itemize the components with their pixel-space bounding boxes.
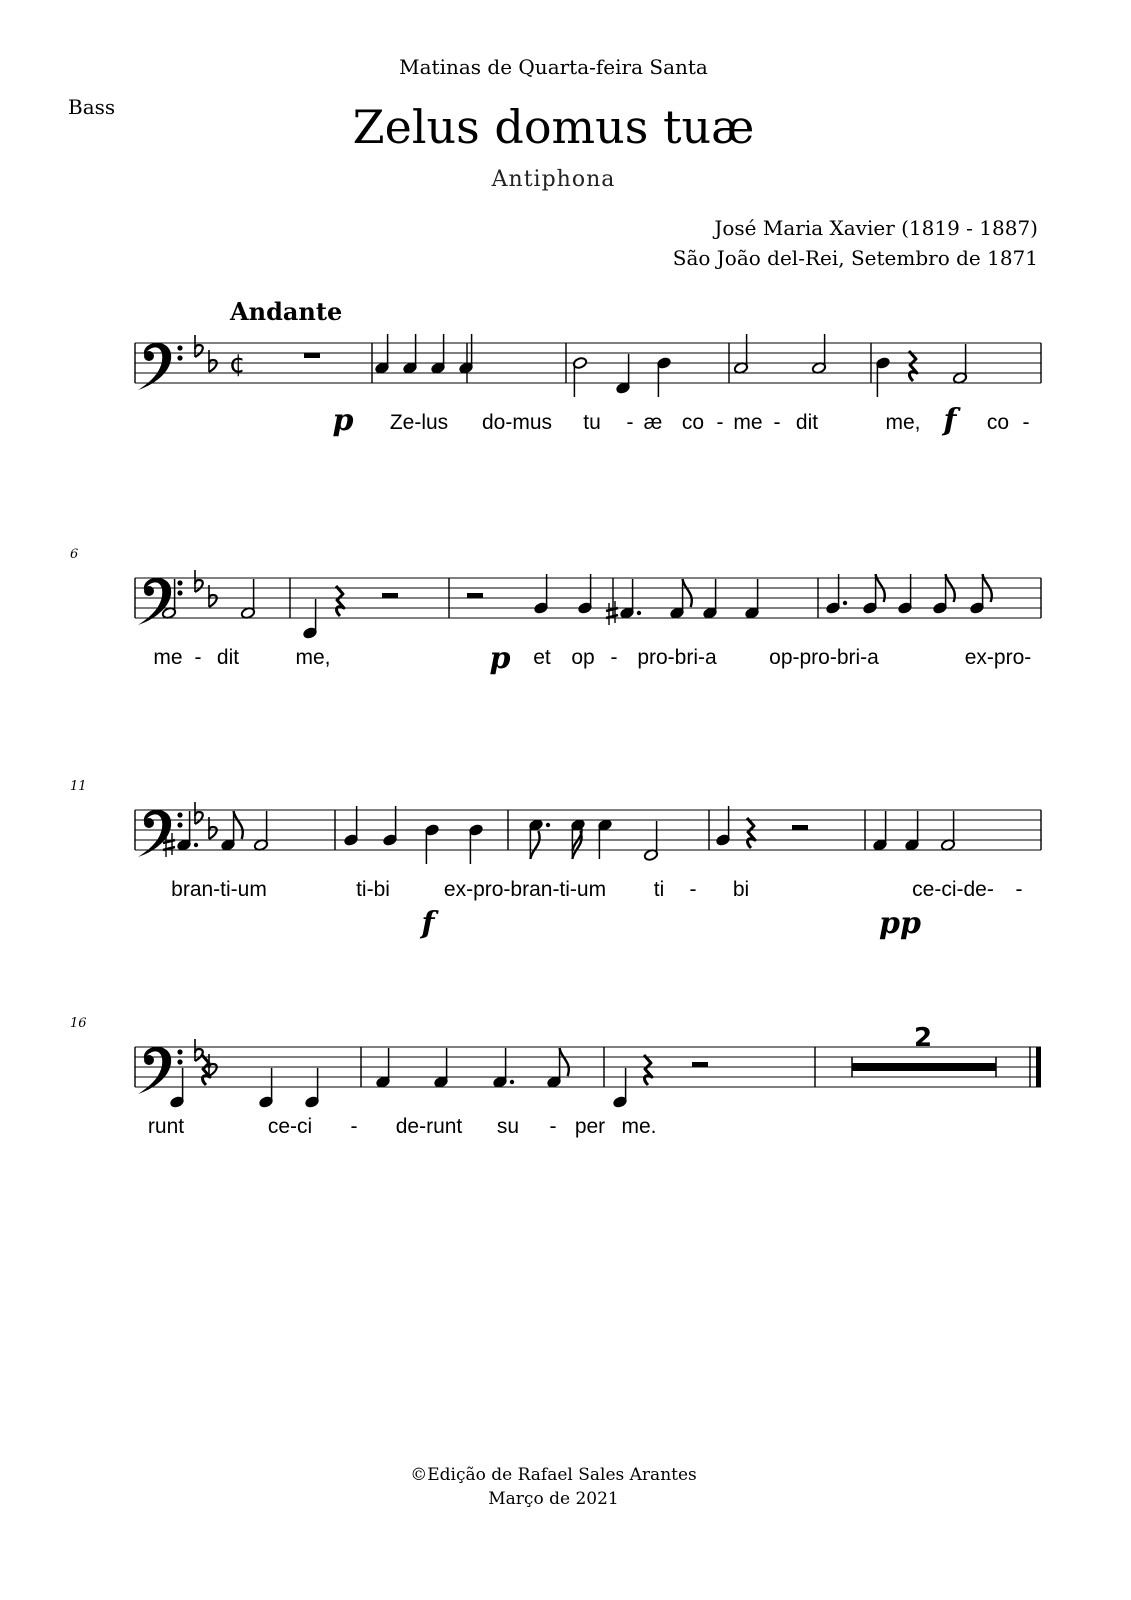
multirest-bar xyxy=(852,1063,996,1071)
note xyxy=(240,579,255,619)
lyric-syllable: me, xyxy=(295,646,331,669)
lyric-syllable: op-pro-bri-a xyxy=(769,646,879,669)
lyric-syllable: - xyxy=(350,1115,358,1138)
lyric-syllable: ti-bi xyxy=(356,878,390,901)
note xyxy=(546,1048,568,1088)
note xyxy=(430,334,445,374)
note xyxy=(424,824,439,864)
rest xyxy=(304,353,320,358)
note xyxy=(533,574,548,614)
note xyxy=(492,1048,514,1088)
rest xyxy=(644,1055,652,1085)
edition-credit: ©Edição de Rafael Sales Arantes xyxy=(410,1465,697,1485)
lyric-syllable: - xyxy=(689,878,697,901)
note xyxy=(343,806,358,846)
note xyxy=(433,1048,448,1088)
lyric-syllable: me xyxy=(153,646,183,669)
lyric-syllable: - xyxy=(1022,411,1030,434)
note xyxy=(940,811,955,851)
lyric-syllable: ti xyxy=(653,878,665,901)
lyric-syllable: do-mus xyxy=(481,411,553,434)
note xyxy=(669,579,691,619)
lyric-syllable: - xyxy=(716,411,724,434)
note xyxy=(402,334,417,374)
occasion-heading: Matinas de Quarta-feira Santa xyxy=(399,55,708,79)
staff-system xyxy=(70,1016,1041,1138)
systems xyxy=(70,334,1041,1138)
lyric-syllable: dit xyxy=(795,411,819,434)
note xyxy=(382,806,397,846)
rest xyxy=(909,351,917,381)
lyric-syllable: me, xyxy=(885,411,921,434)
lyric-syllable: de-runt xyxy=(395,1115,463,1138)
lyric-syllable: bran-ti-um xyxy=(171,878,267,901)
edition-date: Março de 2021 xyxy=(488,1489,619,1509)
dynamic-marking: f xyxy=(943,403,957,438)
dynamic-marking: p xyxy=(332,403,354,438)
final-barline xyxy=(1036,1047,1041,1087)
measure-number: 6 xyxy=(70,547,79,562)
note xyxy=(374,334,389,374)
rest xyxy=(792,825,808,830)
lyric-syllable: tu xyxy=(583,411,601,434)
dynamic-marking: pp xyxy=(879,906,921,941)
lyric-syllable: ex-pro-bran-ti-um xyxy=(443,878,607,901)
note xyxy=(612,1068,627,1108)
multirest-count: 2 xyxy=(913,1023,933,1053)
cut-time-icon: ¢ xyxy=(229,349,246,379)
rest xyxy=(747,818,755,848)
note xyxy=(577,574,592,614)
rest xyxy=(382,593,398,598)
staff-system xyxy=(135,334,1041,438)
note xyxy=(458,334,473,374)
lyric-syllable: pro-bri-a xyxy=(637,646,717,669)
note xyxy=(528,819,550,859)
note xyxy=(597,819,612,859)
lyric-syllable: ce-ci xyxy=(267,1115,313,1138)
note xyxy=(904,811,919,851)
note xyxy=(253,811,268,851)
lyric-syllable: ex-pro- xyxy=(964,646,1032,669)
note xyxy=(702,579,717,619)
measure-number: 16 xyxy=(70,1016,87,1031)
lyric-syllable: - xyxy=(194,646,202,669)
rest xyxy=(467,593,483,598)
note xyxy=(572,357,587,397)
note xyxy=(875,357,890,397)
composer: José Maria Xavier (1819 - 1887) xyxy=(714,216,1038,240)
note xyxy=(258,1068,273,1108)
dynamic-marking: f xyxy=(421,906,435,941)
lyric-syllable: ce-ci-de- xyxy=(912,878,994,901)
lyric-syllable: me xyxy=(733,411,763,434)
note xyxy=(872,811,887,851)
lyric-syllable: runt xyxy=(147,1115,185,1138)
lyric-syllable: - xyxy=(610,646,618,669)
page-title: Zelus domus tuæ xyxy=(352,100,755,154)
staff-system xyxy=(70,779,1041,941)
lyric-syllable: dit xyxy=(216,646,240,669)
tempo-marking: Andante xyxy=(230,297,343,326)
note xyxy=(304,1068,319,1108)
note xyxy=(952,344,967,384)
note xyxy=(302,599,317,639)
note xyxy=(468,824,483,864)
measure-number: 11 xyxy=(70,779,87,794)
lyric-syllable: per xyxy=(574,1115,606,1138)
lyric-syllable: - xyxy=(549,1115,557,1138)
note xyxy=(715,806,730,846)
dynamic-marking: p xyxy=(489,641,511,676)
lyric-syllable: co xyxy=(986,411,1010,434)
rest xyxy=(692,1062,708,1067)
note xyxy=(656,357,671,397)
note xyxy=(220,811,242,851)
rest xyxy=(336,586,344,616)
note xyxy=(169,1068,184,1108)
lyric-syllable: æ xyxy=(643,411,663,434)
staff-system xyxy=(70,547,1041,676)
note xyxy=(643,821,658,861)
note xyxy=(744,579,759,619)
lyric-syllable: - xyxy=(626,411,634,434)
lyric-syllable: - xyxy=(773,411,781,434)
part-name: Bass xyxy=(68,95,116,119)
note xyxy=(733,334,748,374)
lyric-syllable: bi xyxy=(732,878,750,901)
lyric-syllable: - xyxy=(1015,878,1023,901)
lyric-syllable: su xyxy=(496,1115,520,1138)
place-date: São João del-Rei, Setembro de 1871 xyxy=(672,246,1038,270)
lyric-syllable: op xyxy=(571,646,595,669)
lyric-syllable: et xyxy=(533,646,551,669)
note xyxy=(615,354,630,394)
subtitle: Antiphona xyxy=(491,167,616,192)
note xyxy=(570,819,585,859)
note xyxy=(897,574,912,614)
lyric-syllable: co xyxy=(681,411,705,434)
note xyxy=(375,1048,390,1088)
lyric-syllable: Ze-lus xyxy=(389,411,449,434)
lyric-syllable: me. xyxy=(621,1115,657,1138)
note xyxy=(811,334,826,374)
